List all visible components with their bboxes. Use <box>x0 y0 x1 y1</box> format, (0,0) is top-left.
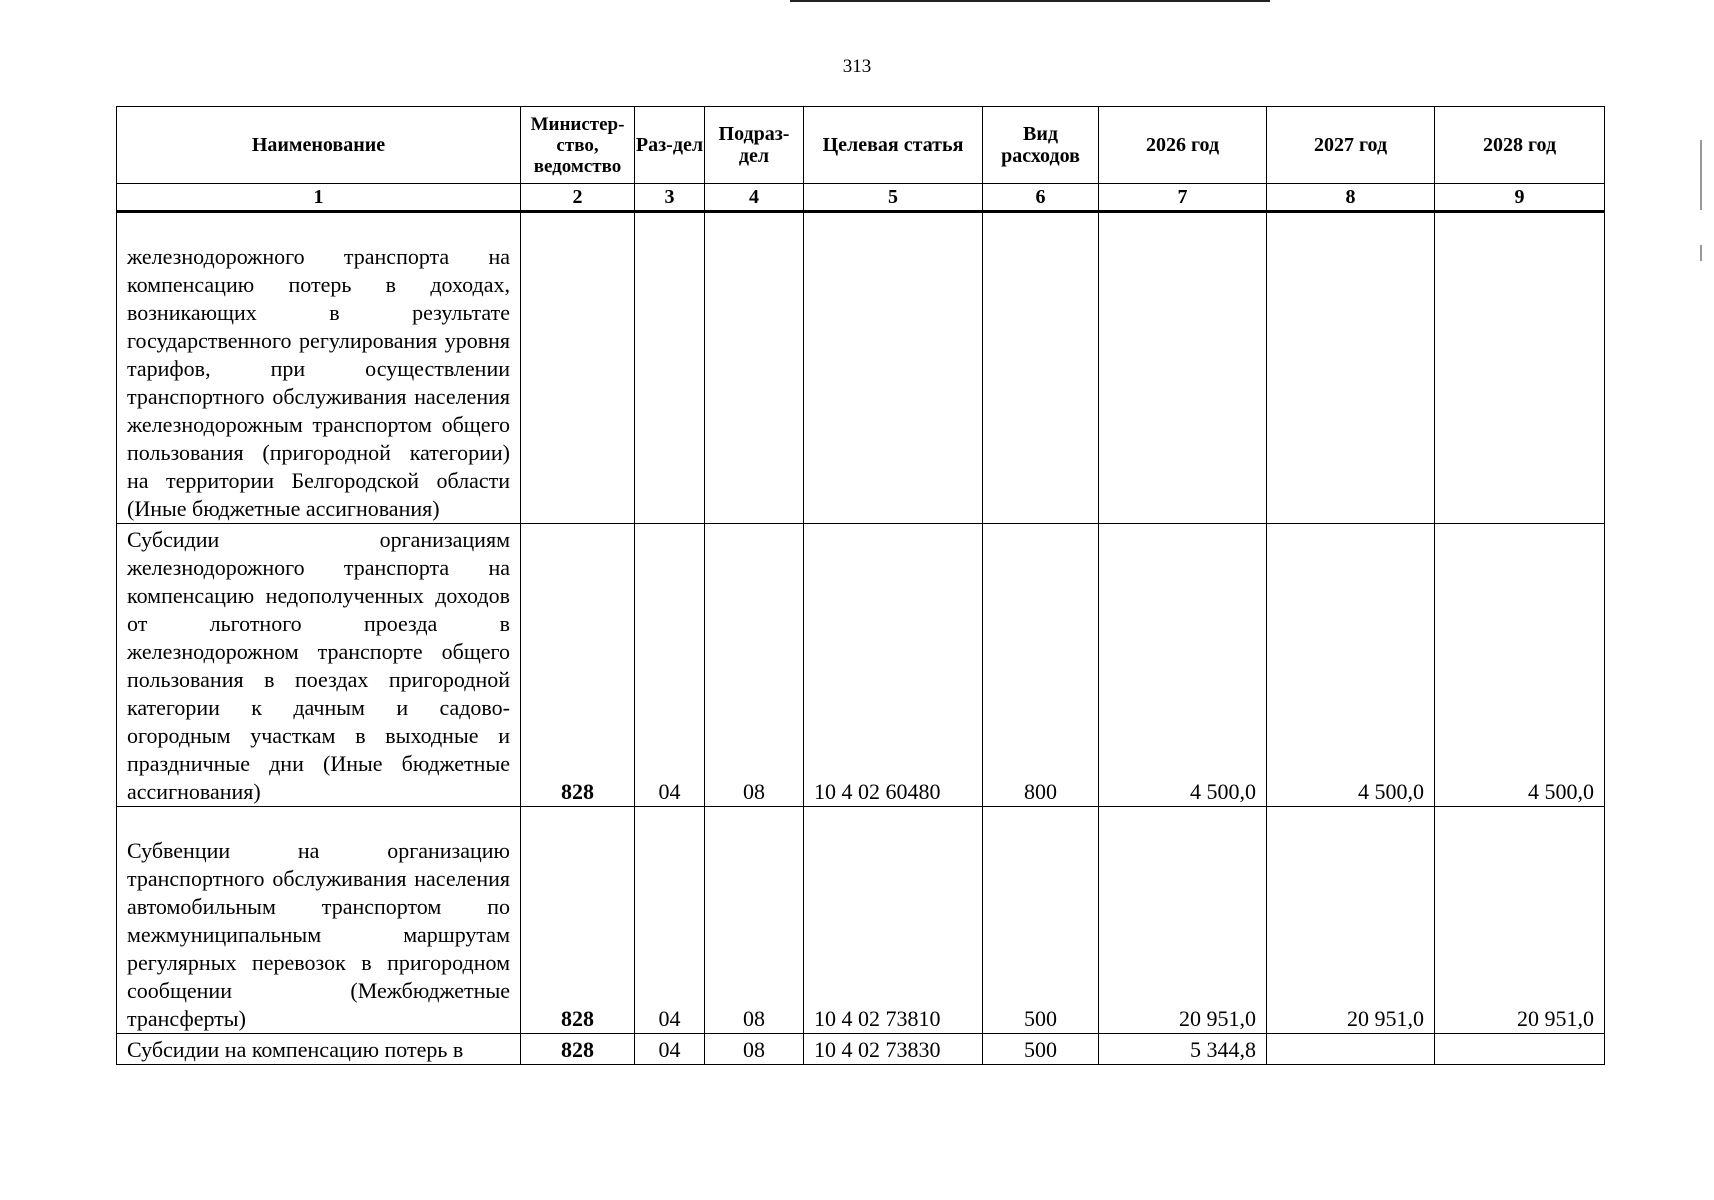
row-ministry: 828 <box>521 524 635 807</box>
row-2026: 4 500,0 <box>1099 524 1267 807</box>
column-number: 4 <box>705 184 804 212</box>
row-expense-type: 500 <box>983 1034 1099 1065</box>
page-number: 313 <box>842 56 872 77</box>
header-expense-type: Вид расходов <box>983 107 1099 184</box>
header-2027: 2027 год <box>1267 107 1435 184</box>
row-target-article: 10 4 02 60480 <box>804 524 983 807</box>
row-section: 04 <box>635 1034 705 1065</box>
table-row <box>117 212 1605 524</box>
column-number: 6 <box>983 184 1099 212</box>
table-row <box>117 524 1605 807</box>
row-2028: 4 500,0 <box>1435 524 1605 807</box>
budget-table <box>116 106 1605 1065</box>
row-2026: 20 951,0 <box>1099 807 1267 1034</box>
header-2028: 2028 год <box>1435 107 1605 184</box>
row-name <box>117 1034 521 1065</box>
row-name-text: Субсидии на компенсацию потерь в <box>127 1037 464 1062</box>
column-number: 2 <box>521 184 635 212</box>
row-name <box>117 212 521 524</box>
row-2027: 4 500,0 <box>1267 524 1435 807</box>
row-target-article <box>804 212 983 524</box>
scan-margin-mark <box>1700 140 1702 210</box>
column-number-row <box>117 184 1605 212</box>
header-2026: 2026 год <box>1099 107 1267 184</box>
column-number: 7 <box>1099 184 1267 212</box>
header-name: Наименование <box>117 107 521 184</box>
row-ministry: 828 <box>521 807 635 1034</box>
row-subsection: 08 <box>705 807 804 1034</box>
row-name-text: Субвенции на организацию транспортного обслуживания населения автомобильным транспортом по межмуниципальным маршрутам регулярных перевозок в пригородном сообщении (Межбюджетные трансферты) <box>127 838 510 1031</box>
row-name <box>117 524 521 807</box>
row-2026 <box>1099 212 1267 524</box>
scan-margin-mark <box>1700 245 1702 261</box>
table-row <box>117 1034 1605 1065</box>
column-number: 9 <box>1435 184 1605 212</box>
row-expense-type: 800 <box>983 524 1099 807</box>
row-section: 04 <box>635 807 705 1034</box>
column-number: 1 <box>117 184 521 212</box>
row-ministry: 828 <box>521 1034 635 1065</box>
row-2027: 20 951,0 <box>1267 807 1435 1034</box>
header-row <box>117 107 1605 184</box>
row-2028: 20 951,0 <box>1435 807 1605 1034</box>
row-target-article: 10 4 02 73830 <box>804 1034 983 1065</box>
header-ministry: Министер-ство, ведомство <box>521 107 635 184</box>
row-section: 04 <box>635 524 705 807</box>
scan-top-line <box>790 0 1270 2</box>
row-target-article: 10 4 02 73810 <box>804 807 983 1034</box>
header-subsection: Подраз-дел <box>705 107 804 184</box>
row-name-text: Субсидии организациям железнодорожного транспорта на компенсацию недополученных доходов от льготного проезда в железнодорожном транспорте общего пользования в поездах пригородной категории к дачным и садово-огородным участкам в выходные и праздничные дни (Иные бюджетные ассигнования) <box>127 527 510 804</box>
row-subsection: 08 <box>705 1034 804 1065</box>
column-number: 3 <box>635 184 705 212</box>
row-subsection: 08 <box>705 524 804 807</box>
column-number: 8 <box>1267 184 1435 212</box>
row-2026: 5 344,8 <box>1099 1034 1267 1065</box>
row-2028 <box>1435 212 1605 524</box>
table-row <box>117 807 1605 1034</box>
header-section: Раз-дел <box>635 107 705 184</box>
row-2028 <box>1435 1034 1605 1065</box>
column-number: 5 <box>804 184 983 212</box>
row-name <box>117 807 521 1034</box>
row-ministry <box>521 212 635 524</box>
header-target-article: Целевая статья <box>804 107 983 184</box>
row-2027 <box>1267 1034 1435 1065</box>
row-section <box>635 212 705 524</box>
row-subsection <box>705 212 804 524</box>
row-2027 <box>1267 212 1435 524</box>
row-name-text: железнодорожного транспорта на компенсацию потерь в доходах, возникающих в результате государственного регулирования уровня тарифов, при осуществлении транспортного обслуживания населения железнодорожным транспортом общего пользования (пригородной категории) на территории Белгородской области (Иные бюджетные ассигнования) <box>127 244 510 521</box>
row-expense-type <box>983 212 1099 524</box>
row-expense-type: 500 <box>983 807 1099 1034</box>
